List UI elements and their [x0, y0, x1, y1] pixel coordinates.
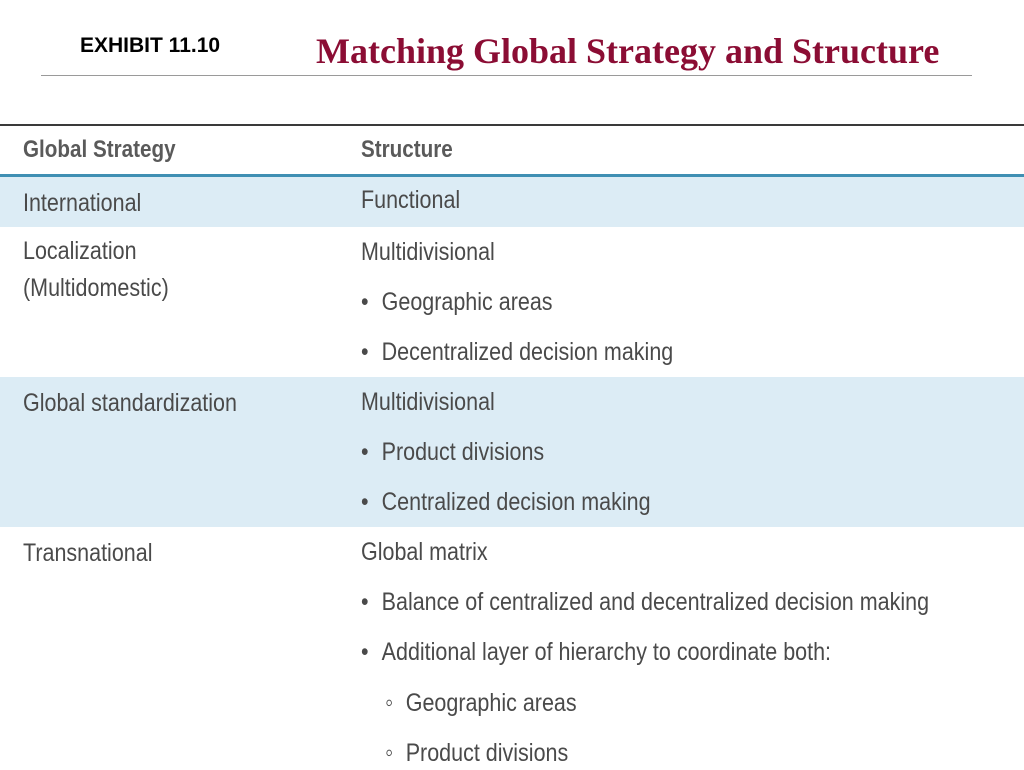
- strategy-structure-table: [0, 124, 1024, 770]
- strategy-cell: [23, 185, 298, 222]
- table-row: [0, 177, 1024, 227]
- column-header-global-strategy: Global Strategy: [23, 136, 176, 163]
- structure-cell: [361, 537, 997, 770]
- strategy-label: Global standardization: [23, 389, 237, 417]
- sub-bullet-item: ◦ Geographic areas: [361, 687, 997, 737]
- sub-bullet-item: ◦ Product divisions: [361, 737, 997, 770]
- exhibit-label: EXHIBIT 11.10: [80, 34, 221, 57]
- bullet-item: • Geographic areas: [361, 287, 997, 337]
- structure-label: Global matrix: [361, 538, 488, 566]
- bullet-item: • Additional layer of hierarchy to coordinate both:: [361, 637, 997, 687]
- table-row: [0, 227, 1024, 377]
- strategy-cell: [23, 233, 298, 307]
- column-header-structure: Structure: [361, 136, 453, 163]
- page-title: Matching Global Strategy and Structure: [316, 31, 940, 71]
- table-header: [0, 126, 1024, 177]
- strategy-label: Transnational: [23, 539, 153, 567]
- structure-label: Multidivisional: [361, 388, 495, 416]
- strategy-label: International: [23, 189, 142, 217]
- table-row: [0, 527, 1024, 770]
- strategy-label-line-2: (Multidomestic): [23, 274, 169, 302]
- strategy-label-line-1: Localization: [23, 237, 137, 265]
- bullet-item: • Decentralized decision making: [361, 337, 997, 387]
- structure-label: Multidivisional: [361, 238, 495, 266]
- bullet-item: • Product divisions: [361, 437, 997, 487]
- strategy-cell: [23, 535, 298, 572]
- structure-cell: [361, 387, 997, 537]
- structure-label: Functional: [361, 186, 461, 214]
- table-row: [0, 377, 1024, 527]
- title-divider: [41, 75, 972, 76]
- bullet-item: • Balance of centralized and decentralized decision making: [361, 587, 997, 637]
- bullet-item: • Centralized decision making: [361, 487, 997, 537]
- strategy-cell: [23, 385, 298, 422]
- structure-cell: [361, 237, 997, 387]
